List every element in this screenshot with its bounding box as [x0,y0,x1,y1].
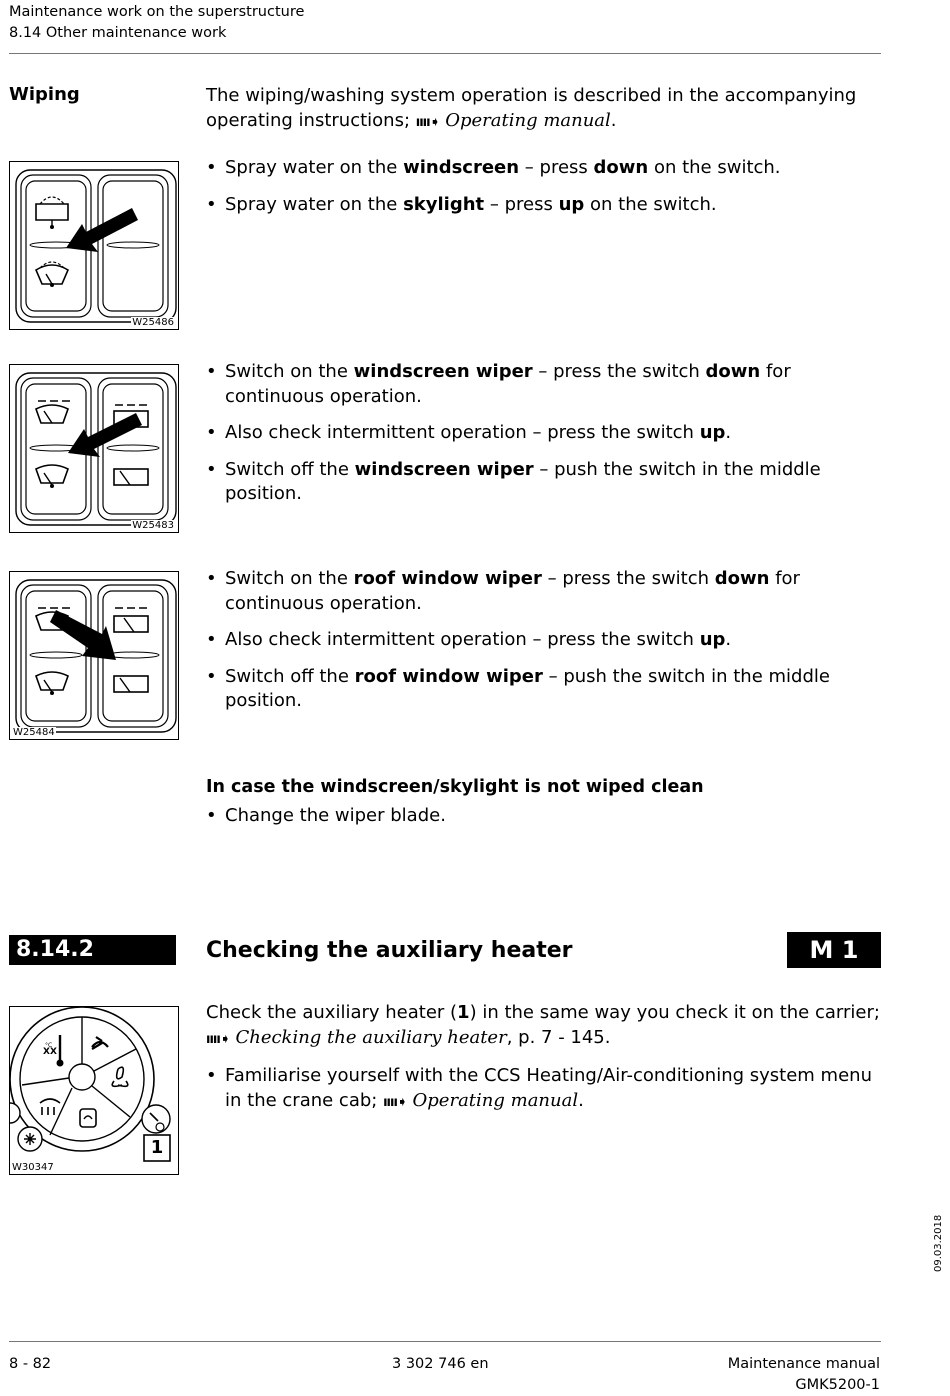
figure-code: W25486 [132,317,174,328]
header-section: 8.14 Other maintenance work [9,25,227,41]
maintenance-interval-badge: M 1 [787,932,881,968]
edition-date: 09.03.2018 [933,1214,944,1272]
heater-instructions [206,1001,886,1127]
model-name: GMK5200-1 [795,1377,880,1393]
link-operating-manual[interactable]: Operating manual [412,1089,579,1111]
footer-rule [9,1341,881,1342]
figure-code: W25483 [132,520,174,531]
list-item: • Also check intermittent operation – press the switch up. [206,628,886,653]
subheading-not-wiped-clean: In case the windscreen/skylight is not wiped clean [206,777,704,797]
figure-code: W25484 [13,727,55,738]
section-number: 8.14.2 [9,935,176,965]
wiping-intro: The wiping/washing system operation is described in the accompanying operating instructions; ıııı➧ Operating manual. [206,85,857,131]
cross-reference-arrow-icon: ıııı➧ [383,1094,407,1110]
footer-manual [728,1354,880,1396]
header-rule [9,53,881,54]
windscreen-wiper-switch-drawing [10,365,180,534]
link-operating-manual[interactable]: Operating manual [445,109,611,131]
link-checking-auxiliary-heater[interactable]: Checking the auxiliary heater [235,1026,507,1048]
manual-name: Maintenance manual [727,1356,880,1372]
figure-washer-switch [9,161,179,330]
washer-switch-drawing [10,162,180,331]
list-item: • Spray water on the skylight – press up on the switch. [206,193,886,218]
list-item: • Familiarise yourself with the CCS Heating/Air-conditioning system menu in the crane cab; ıııı➧ Operating manual. [206,1064,886,1115]
heater-paragraph: Check the auxiliary heater (1) in the same way you check it on the carrier; ıııı➧ Checking the auxiliary heater, p. 7 - 145. [206,1002,880,1048]
running-header [9,2,304,44]
list-item: • Switch on the roof window wiper – press the switch down for continuous operation. [206,567,886,616]
document-number: 3 302 746 en [392,1356,489,1372]
list-item: • Also check intermittent operation – press the switch up. [206,421,886,446]
temperature-unit: °C [45,1042,53,1049]
temperature-value: XX [43,1047,57,1057]
list-item: • Spray water on the windscreen – press down on the switch. [206,156,886,181]
roof-wiper-instructions [206,567,886,726]
figure-roof-window-wiper-switch [9,571,179,740]
windscreen-wiper-instructions [206,360,886,519]
figure-heater-menu [9,1006,179,1175]
cross-reference-arrow-icon: ıııı➧ [206,1031,230,1047]
section-title: Checking the auxiliary heater [206,938,573,963]
list-item: • Switch off the windscreen wiper – push the switch in the middle position. [206,458,886,507]
header-chapter: Maintenance work on the superstructure [9,4,305,20]
not-wiped-clean-block [206,775,886,841]
list-item: • Switch off the roof window wiper – push the switch in the middle position. [206,665,886,714]
figure-code: W30347 [12,1162,54,1173]
list-item: • Change the wiper blade. [206,804,886,829]
washer-instructions [206,156,886,229]
callout-number: 1 [150,1137,164,1158]
page-number: 8 - 82 [9,1356,52,1372]
cross-reference-arrow-icon: ıııı➧ [415,114,440,130]
roof-wiper-switch-drawing [10,572,180,741]
figure-windscreen-wiper-switch [9,364,179,533]
side-heading-wiping: Wiping [9,84,80,105]
list-item: • Switch on the windscreen wiper – press the switch down for continuous operation. [206,360,886,409]
